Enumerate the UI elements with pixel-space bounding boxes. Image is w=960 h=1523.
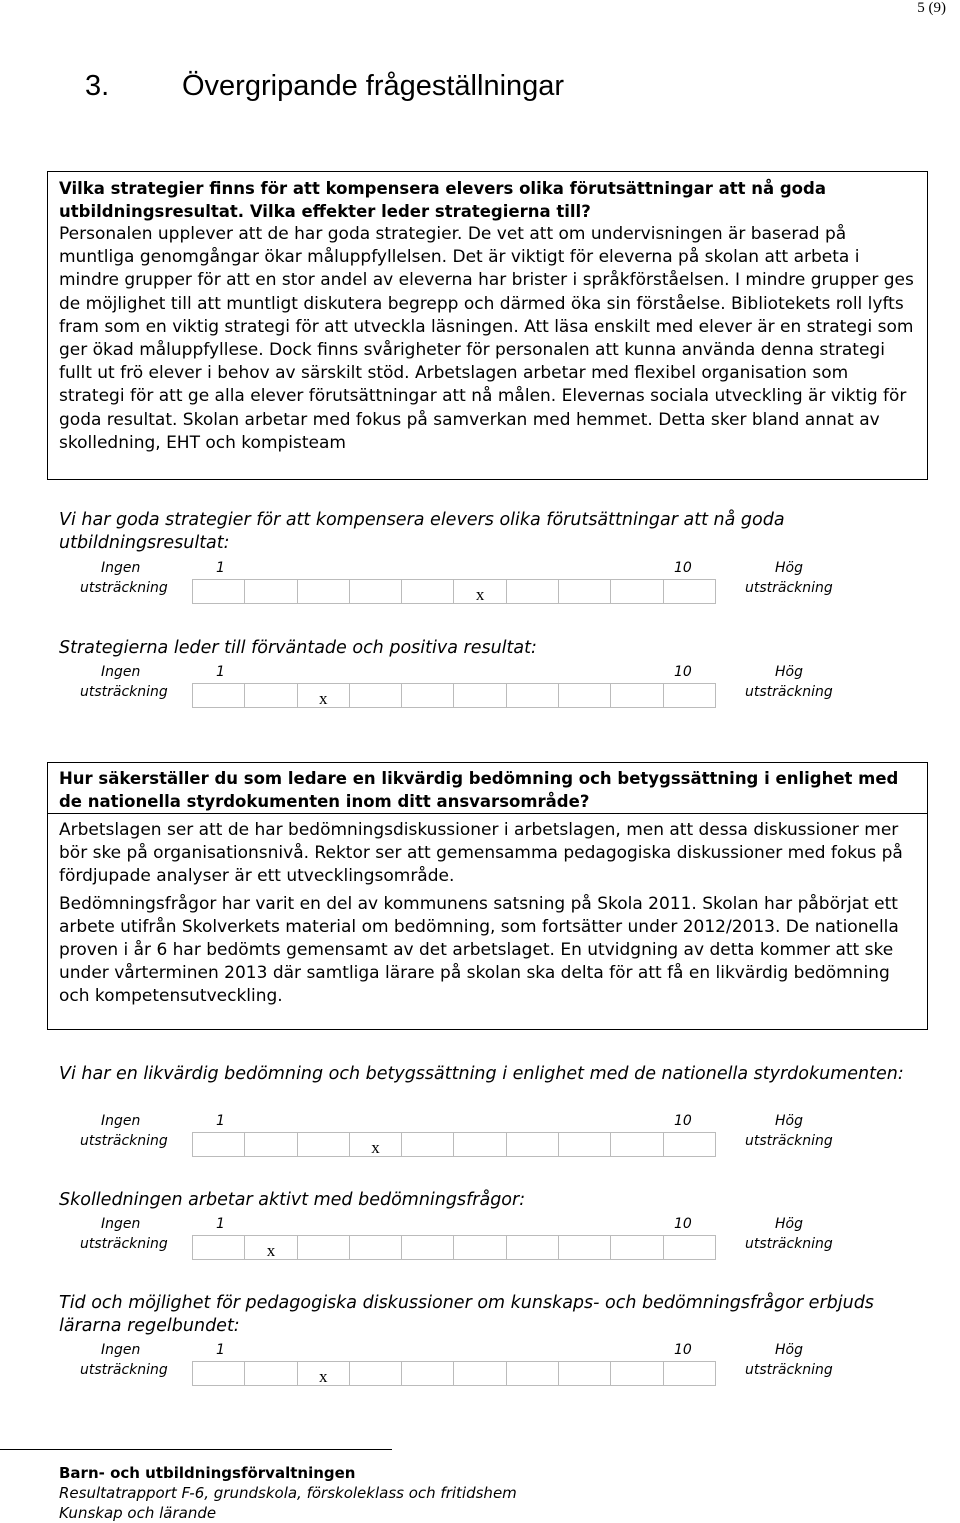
footer-org: Barn- och utbildningsförvaltningen	[59, 1464, 356, 1482]
scale-cell[interactable]	[297, 684, 349, 707]
scale-cell[interactable]	[663, 580, 715, 603]
scale-low-bottom: utsträckning	[80, 580, 168, 596]
strategies-question: Vilka strategier finns för att kompensera elevers olika förutsättningar att nå goda utbildningsresultat. Vilka effekter leder strategierna till?	[59, 179, 826, 221]
scale-cell[interactable]	[349, 1236, 401, 1259]
scale-low-top: Ingen	[101, 1113, 141, 1129]
scale-cell[interactable]	[297, 1133, 349, 1156]
scale-cell[interactable]	[610, 1362, 662, 1385]
scale-cell[interactable]	[193, 1236, 244, 1259]
scale-cell[interactable]	[244, 1133, 296, 1156]
assessment-answer-p2: Bedömningsfrågor har varit en del av kommunens satsning på Skola 2011. Skolan har påbörjat ett arbete utifrån Skolverkets material om bedömning, som fortsätter under 2012/2013. De nationella proven i år 6 har bedömts gemensamt av det arbetslaget. En utvidgning av detta kommer att ske under vårterminen 2013 där samtliga lärare på skolan ska delta för att få en likvärdig bedömning och kompetensutveckling.	[59, 893, 899, 1007]
scale-min: 1	[216, 1216, 225, 1232]
scale-mark: x	[318, 1367, 328, 1386]
scale-cell[interactable]	[610, 580, 662, 603]
scale-cell[interactable]	[401, 1236, 453, 1259]
rating-scale	[0, 1215, 960, 1265]
rating-scale	[0, 663, 960, 713]
rating-scale	[0, 1341, 960, 1391]
scale-cell[interactable]	[193, 1133, 244, 1156]
scale-cell[interactable]	[401, 684, 453, 707]
scale-high-top: Hög	[775, 1113, 803, 1129]
scale-cell[interactable]	[349, 1362, 401, 1385]
footer-report: Resultatrapport F-6, grundskola, förskoleklass och fritidshem	[59, 1484, 517, 1502]
scale-cell[interactable]	[244, 684, 296, 707]
scale-min: 1	[216, 664, 225, 680]
scale-cell[interactable]	[663, 1236, 715, 1259]
footer-divider	[0, 1449, 392, 1450]
scale-cell[interactable]	[506, 1236, 558, 1259]
scale-row	[192, 1235, 716, 1260]
scale-cell[interactable]	[610, 1236, 662, 1259]
scale-cell[interactable]	[663, 1362, 715, 1385]
scale-high-bottom: utsträckning	[745, 1236, 833, 1252]
scale-cell[interactable]	[610, 1133, 662, 1156]
scale-low-top: Ingen	[101, 560, 141, 576]
strategies-answer: Personalen upplever att de har goda strategier. De vet att om undervisningen är baserad på muntliga genomgångar ökar måluppfyllelsen. Det är viktigt för eleverna på skolan att arbeta i mindre grupper för att en stor andel av eleverna har brister i språkförståelsen. I mindre grupper ges de möjlighet till att muntligt diskutera begrepp och därmed öka sin förståelse. Bibliotekets roll lyfts fram som en viktig strategi för att utveckla läsningen. Att läsa enskilt med elever är en strategi som ger ökad måluppfyllese. Dock finns svårigheter för personalen att kunna använda denna strategi fullt ut frö elever i behov av särskilt stöd. Arbetslagen arbetar med flexibel organisation som strategi för att ge alla elever förutsättningar att nå målen. Elevernas sociala utveckling är viktig för goda resultat. Skolan arbetar med fokus på samverkan med hemmet. Detta sker bland annat av skolledning, EHT och kompisteam	[59, 224, 914, 453]
scale-cell[interactable]	[193, 1362, 244, 1385]
scale-cell[interactable]	[663, 1133, 715, 1156]
scale-min: 1	[216, 1113, 225, 1129]
assessment-answer-p1: Arbetslagen ser att de har bedömningsdiskussioner i arbetslagen, men att dessa diskussioner mer bör ske på organisationsnivå. Rektor ser att gemensamma pedagogiska diskussioner med fokus på fördjupade analyser är ett utvecklingsområde.	[59, 820, 903, 887]
scale-high-bottom: utsträckning	[745, 1362, 833, 1378]
scale-cell[interactable]	[663, 684, 715, 707]
strategies-box	[47, 171, 928, 480]
scale-cell[interactable]	[453, 1362, 505, 1385]
scale-cell[interactable]	[453, 1236, 505, 1259]
scale-max: 10	[674, 560, 692, 576]
scale-cell[interactable]	[506, 580, 558, 603]
rating-question: Skolledningen arbetar aktivt med bedömningsfrågor:	[59, 1190, 526, 1210]
scale-cell[interactable]	[297, 580, 349, 603]
scale-cell[interactable]	[401, 1133, 453, 1156]
scale-max: 10	[674, 1342, 692, 1358]
scale-high-bottom: utsträckning	[745, 1133, 833, 1149]
section-heading	[85, 70, 564, 103]
scale-high-top: Hög	[775, 1342, 803, 1358]
scale-cell[interactable]	[401, 1362, 453, 1385]
scale-mark: x	[475, 585, 485, 604]
rating-question: Vi har en likvärdig bedömning och betygssättning i enlighet med de nationella styrdokumenten:	[59, 1064, 904, 1084]
scale-cell[interactable]	[558, 1133, 610, 1156]
scale-max: 10	[674, 664, 692, 680]
section-title: Övergripande frågeställningar	[182, 70, 565, 102]
scale-high-top: Hög	[775, 664, 803, 680]
scale-row	[192, 1361, 716, 1386]
scale-row	[192, 683, 716, 708]
scale-cell[interactable]	[610, 684, 662, 707]
scale-cell[interactable]	[401, 580, 453, 603]
assessment-question: Hur säkerställer du som ledare en likvärdig bedömning och betygssättning i enlighet med de nationella styrdokumenten inom ditt ansvarsområde?	[59, 769, 899, 811]
scale-high-bottom: utsträckning	[745, 580, 833, 596]
rating-question: Vi har goda strategier för att kompensera elevers olika förutsättningar att nå goda utbildningsresultat:	[59, 510, 785, 553]
scale-low-bottom: utsträckning	[80, 1236, 168, 1252]
scale-cell[interactable]	[349, 580, 401, 603]
footer	[59, 1463, 517, 1523]
scale-low-bottom: utsträckning	[80, 1362, 168, 1378]
scale-cell[interactable]	[244, 1362, 296, 1385]
scale-mark: x	[266, 1241, 276, 1260]
scale-low-top: Ingen	[101, 1342, 141, 1358]
scale-cell[interactable]	[558, 1236, 610, 1259]
scale-mark: x	[318, 689, 328, 708]
rating-question: Strategierna leder till förväntade och positiva resultat:	[59, 638, 537, 658]
scale-cell[interactable]	[244, 1236, 296, 1259]
scale-cell[interactable]	[506, 684, 558, 707]
scale-row	[192, 1132, 716, 1157]
scale-cell[interactable]	[349, 1133, 401, 1156]
scale-low-top: Ingen	[101, 664, 141, 680]
scale-cell[interactable]	[244, 580, 296, 603]
scale-high-top: Hög	[775, 1216, 803, 1232]
scale-cell[interactable]	[558, 684, 610, 707]
scale-cell[interactable]	[453, 684, 505, 707]
scale-low-bottom: utsträckning	[80, 1133, 168, 1149]
scale-cell[interactable]	[453, 580, 505, 603]
assessment-box	[47, 762, 928, 1030]
scale-cell[interactable]	[297, 1236, 349, 1259]
scale-max: 10	[674, 1216, 692, 1232]
scale-cell[interactable]	[506, 1362, 558, 1385]
scale-min: 1	[216, 1342, 225, 1358]
scale-min: 1	[216, 560, 225, 576]
scale-cell[interactable]	[453, 1133, 505, 1156]
scale-high-bottom: utsträckning	[745, 684, 833, 700]
scale-max: 10	[674, 1113, 692, 1129]
scale-cell[interactable]	[506, 1133, 558, 1156]
scale-cell[interactable]	[558, 1362, 610, 1385]
scale-cell[interactable]	[297, 1362, 349, 1385]
page-number: 5 (9)	[917, 0, 946, 16]
scale-high-top: Hög	[775, 560, 803, 576]
scale-cell[interactable]	[193, 580, 244, 603]
scale-low-bottom: utsträckning	[80, 684, 168, 700]
assessment-answer	[48, 814, 927, 1009]
scale-mark: x	[371, 1138, 380, 1157]
section-number: 3.	[85, 70, 110, 102]
scale-cell[interactable]	[558, 580, 610, 603]
rating-scale	[0, 1112, 960, 1162]
rating-question: Tid och möjlighet för pedagogiska diskussioner om kunskaps- och bedömningsfrågor erbjuds lärarna regelbundet:	[59, 1293, 874, 1336]
scale-low-top: Ingen	[101, 1216, 141, 1232]
scale-cell[interactable]	[193, 684, 244, 707]
rating-scale	[0, 559, 960, 609]
scale-row	[192, 579, 716, 604]
scale-cell[interactable]	[349, 684, 401, 707]
footer-unit: Kunskap och lärande	[59, 1504, 217, 1522]
